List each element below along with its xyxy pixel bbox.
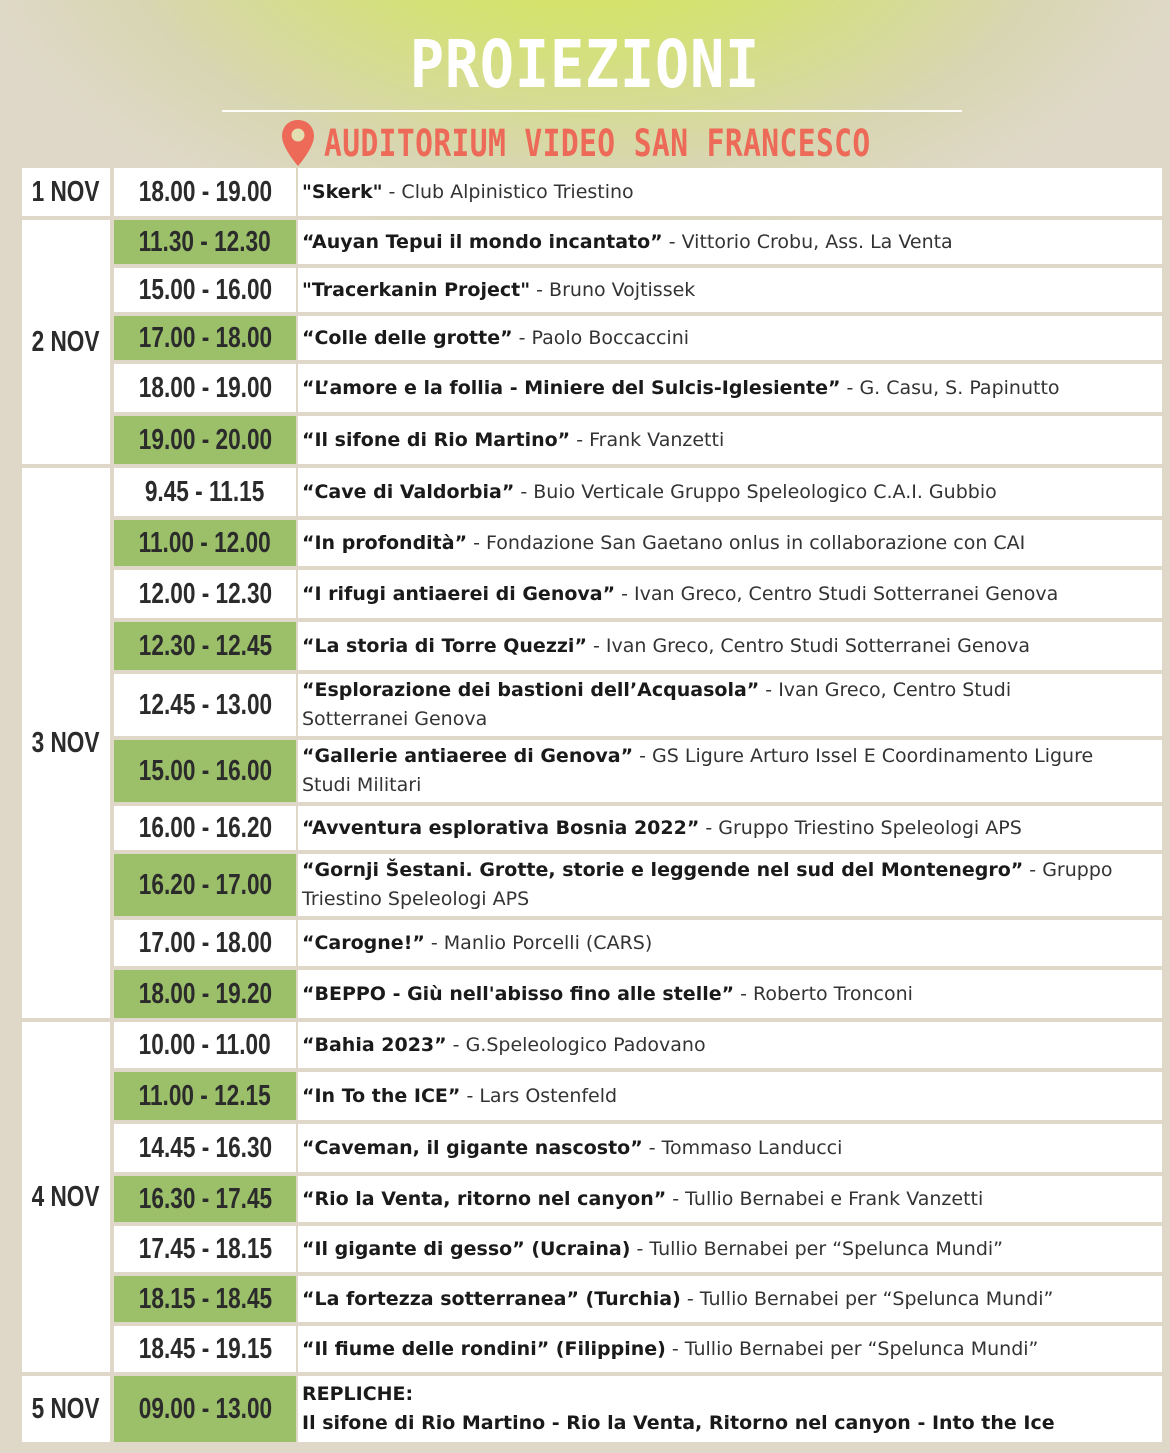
film-title: “Cave di Valdorbia” (302, 480, 515, 503)
time-label: 17.00 - 18.00 (138, 321, 272, 354)
time-label: 17.00 - 18.00 (138, 926, 272, 959)
time-label: 14.45 - 16.30 (138, 1131, 272, 1164)
film-title: “Esplorazione dei bastioni dell’Acquasola” (302, 679, 760, 701)
film-credits: - G.Speleologico Padovano (446, 1033, 706, 1056)
screening-row (298, 622, 1162, 670)
film-title: “Gallerie antiaeree di Genova” (302, 745, 634, 767)
film-title: "Tracerkanin Project" (302, 278, 531, 301)
time-cell (114, 622, 296, 670)
screening-row (298, 920, 1162, 966)
screening-row (298, 1124, 1162, 1172)
film-credits: - Buio Verticale Gruppo Speleologico C.A.I. Gubbio (514, 480, 997, 503)
screening-row (298, 416, 1162, 464)
film-title: “Auyan Tepui il mondo incantato” (302, 230, 663, 253)
time-label: 11.30 - 12.30 (138, 225, 272, 258)
time-cell (114, 970, 296, 1018)
time-label: 12.30 - 12.45 (138, 629, 272, 662)
replays-list: Il sifone di Rio Martino - Rio la Venta, Ritorno nel canyon - Into the Ice (302, 1412, 1055, 1434)
film-credits: - Gruppo (1023, 859, 1113, 881)
time-label: 16.00 - 16.20 (138, 811, 272, 844)
time-label: 9.45 - 11.15 (145, 475, 265, 508)
time-cell (114, 168, 296, 216)
film-credits-cont: Studi Militari (302, 774, 422, 796)
time-label: 18.00 - 19.00 (138, 371, 272, 404)
film-title: “In To the ICE” (302, 1084, 461, 1107)
screening-row (298, 674, 1162, 736)
time-cell (114, 220, 296, 264)
screening-row (298, 520, 1162, 566)
screening-row (298, 168, 1162, 216)
day-label: 4 NOV (32, 1180, 100, 1213)
screening-row (298, 570, 1162, 618)
time-label: 18.15 - 18.45 (138, 1282, 272, 1315)
film-credits: - Paolo Boccaccini (512, 326, 690, 349)
time-cell (114, 1176, 296, 1222)
film-credits: - Club Alpinistico Triestino (382, 180, 634, 203)
film-title: “Rio la Venta, ritorno nel canyon” (302, 1187, 667, 1210)
film-credits: - G. Casu, S. Papinutto (840, 376, 1060, 399)
time-cell (114, 1022, 296, 1068)
film-title: “L’amore e la follia - Miniere del Sulcis-Iglesiente” (302, 376, 841, 399)
time-label: 11.00 - 12.00 (138, 526, 272, 559)
film-credits-cont: Triestino Speleologi APS (302, 888, 530, 910)
film-credits: - Lars Ostenfeld (460, 1084, 618, 1107)
time-label: 17.45 - 18.15 (138, 1232, 272, 1265)
time-label: 16.20 - 17.00 (138, 868, 272, 901)
time-label: 09.00 - 13.00 (138, 1392, 272, 1425)
time-cell (114, 268, 296, 312)
film-title: “I rifugi antiaerei di Genova” (302, 582, 616, 605)
film-credits: - Fondazione San Gaetano onlus in collaborazione con CAI (467, 531, 1026, 554)
day-cell (22, 220, 110, 464)
time-cell (114, 364, 296, 412)
film-title: “Colle delle grotte” (302, 326, 513, 349)
day-cell (22, 1022, 110, 1372)
day-label: 5 NOV (32, 1392, 100, 1425)
screening-row (298, 268, 1162, 312)
screening-row (298, 220, 1162, 264)
day-label: 2 NOV (32, 325, 100, 358)
time-label: 18.45 - 19.15 (138, 1332, 272, 1365)
film-credits: - Ivan Greco, Centro Studi (759, 679, 1012, 701)
screening-row (298, 970, 1162, 1018)
screening-row (298, 1326, 1162, 1372)
film-credits: - Roberto Tronconi (734, 982, 913, 1005)
time-cell (114, 1326, 296, 1372)
time-label: 15.00 - 16.00 (138, 754, 272, 787)
time-cell (114, 570, 296, 618)
film-title: “In profondità” (302, 531, 468, 554)
film-credits: - Tullio Bernabei e Frank Vanzetti (666, 1187, 984, 1210)
film-title: “Il fiume delle rondini” (Filippine) (302, 1337, 666, 1360)
day-label: 3 NOV (32, 726, 100, 759)
film-credits: - Tommaso Landucci (642, 1136, 843, 1159)
time-cell (114, 740, 296, 802)
time-cell (114, 1376, 296, 1442)
time-cell (114, 854, 296, 916)
screening-row (298, 806, 1162, 850)
screening-row (298, 1276, 1162, 1322)
film-title: “Il sifone di Rio Martino” (302, 428, 571, 451)
film-credits: - Tullio Bernabei per “Spelunca Mundi” (680, 1287, 1054, 1310)
time-label: 11.00 - 12.15 (138, 1079, 272, 1112)
time-cell (114, 316, 296, 360)
day-cell (22, 468, 110, 1018)
film-credits-cont: Sotterranei Genova (302, 708, 488, 730)
film-title: “La storia di Torre Quezzi” (302, 634, 587, 657)
time-cell (114, 1226, 296, 1272)
film-credits: - Vittorio Crobu, Ass. La Venta (662, 230, 953, 253)
time-cell (114, 520, 296, 566)
film-credits: - Manlio Porcelli (CARS) (424, 931, 653, 954)
title-divider (222, 110, 962, 112)
day-label: 1 NOV (32, 175, 100, 208)
time-label: 15.00 - 16.00 (138, 273, 272, 306)
time-label: 12.00 - 12.30 (138, 577, 272, 610)
screening-row (298, 1022, 1162, 1068)
time-cell (114, 1124, 296, 1172)
film-title: “BEPPO - Giù nell'abisso fino alle stelle” (302, 982, 735, 1005)
time-cell (114, 674, 296, 736)
film-title: “La fortezza sotterranea” (Turchia) (302, 1287, 681, 1310)
film-title: “Gornji Šestani. Grotte, storie e leggende nel sud del Montenegro” (302, 859, 1024, 881)
venue-name: AUDITORIUM VIDEO SAN FRANCESCO (324, 121, 871, 165)
time-label: 18.00 - 19.00 (138, 175, 272, 208)
film-credits: - Gruppo Triestino Speleologi APS (699, 816, 1022, 839)
film-title: "Skerk" (302, 180, 383, 203)
time-cell (114, 806, 296, 850)
time-cell (114, 1276, 296, 1322)
time-label: 19.00 - 20.00 (138, 423, 272, 456)
screening-row (298, 316, 1162, 360)
time-label: 18.00 - 19.20 (138, 977, 272, 1010)
screening-row (298, 740, 1162, 802)
screening-row (298, 1376, 1162, 1442)
film-credits: - Bruno Vojtissek (530, 278, 696, 301)
time-cell (114, 416, 296, 464)
venue-heading (280, 118, 1007, 168)
screening-row (298, 468, 1162, 516)
time-label: 16.30 - 17.45 (138, 1182, 272, 1215)
film-title: “Bahia 2023” (302, 1033, 447, 1056)
screening-row (298, 1072, 1162, 1120)
screening-row (298, 1176, 1162, 1222)
film-credits: - Tullio Bernabei per “Spelunca Mundi” (665, 1337, 1039, 1360)
screening-row (298, 364, 1162, 412)
film-title: “Carogne!” (302, 931, 425, 954)
film-credits: - Ivan Greco, Centro Studi Sotterranei Genova (586, 634, 1031, 657)
replays-heading: REPLICHE: (302, 1383, 414, 1405)
film-title: “Caveman, il gigante nascosto” (302, 1136, 643, 1159)
film-credits: - GS Ligure Arturo Issel E Coordinamento Ligure (633, 745, 1094, 767)
screening-row (298, 854, 1162, 916)
film-credits: - Tullio Bernabei per “Spelunca Mundi” (630, 1237, 1003, 1260)
location-pin-icon (280, 118, 316, 168)
day-cell (22, 1376, 110, 1442)
time-cell (114, 1072, 296, 1120)
screening-row (298, 1226, 1162, 1272)
day-cell (22, 168, 110, 216)
time-label: 12.45 - 13.00 (138, 688, 272, 721)
film-credits: - Frank Vanzetti (570, 428, 725, 451)
page-title: PROIEZIONI (409, 26, 761, 103)
time-label: 10.00 - 11.00 (138, 1028, 272, 1061)
film-credits: - Ivan Greco, Centro Studi Sotterranei Genova (615, 582, 1059, 605)
film-title: “Il gigante di gesso” (Ucraina) (302, 1237, 631, 1260)
time-cell (114, 468, 296, 516)
time-cell (114, 920, 296, 966)
film-title: “Avventura esplorativa Bosnia 2022” (302, 816, 700, 839)
